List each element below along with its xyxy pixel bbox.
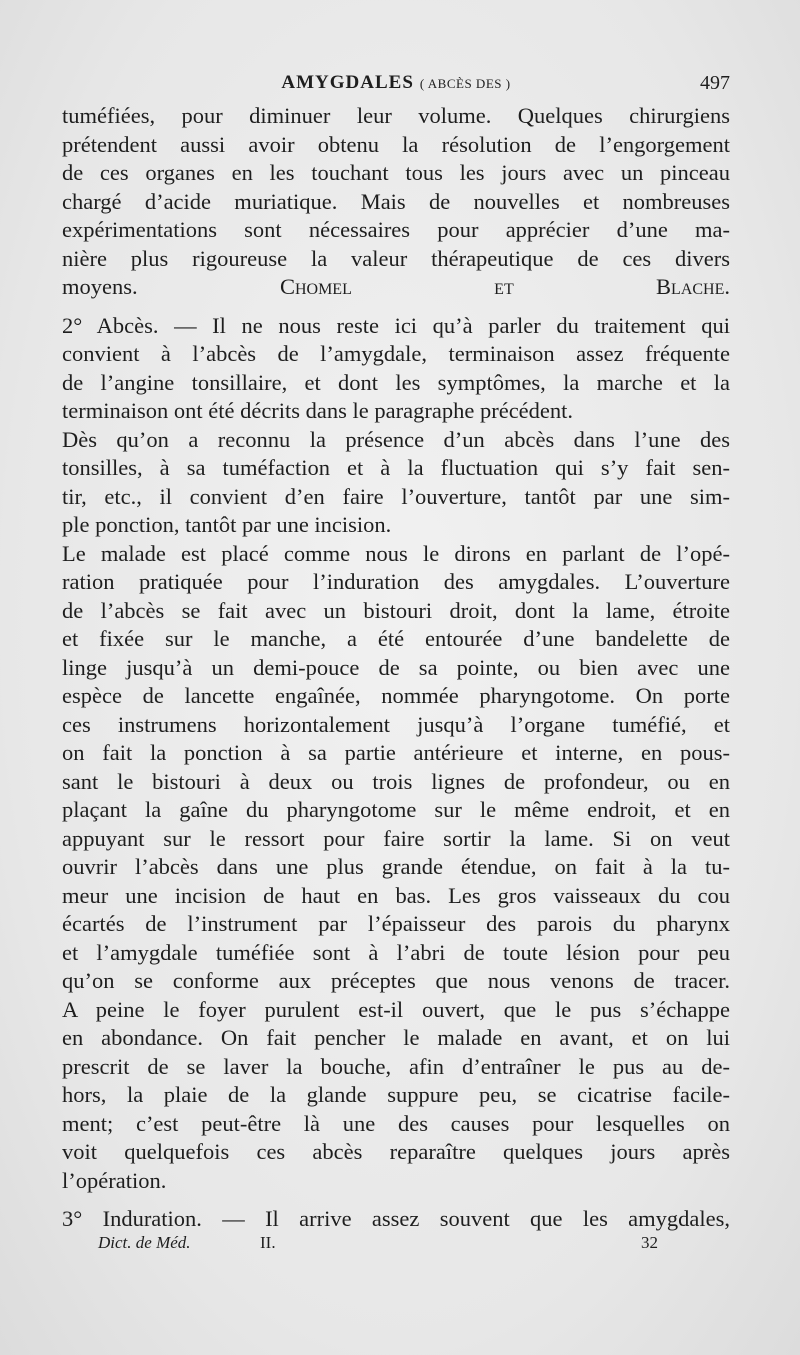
text-line: hors, la plaie de la glande suppure peu, se cicatrise facile- (62, 1082, 730, 1107)
text-line: expérimentations sont nécessaires pour apprécier d’une ma- (62, 217, 730, 242)
text-line: nière plus rigoureuse la valeur thérapeutique de ces divers (62, 245, 730, 271)
text-line: voit quelquefois ces abcès reparaître quelques jours après (62, 1139, 730, 1164)
text-line: A peine le foyer purulent est-il ouvert, que le pus s’échappe (62, 996, 730, 1022)
text-line: ces instrumens horizontalement jusqu’à l’organe tuméfié, et (62, 711, 730, 737)
printer-signature (98, 1233, 658, 1257)
running-title (62, 72, 730, 94)
text-line: plaçant la gaîne du pharyngotome sur le même endroit, et en (62, 797, 730, 822)
text-line: tonsilles, à sa tuméfaction et à la fluctuation qui s’y fait sen- (62, 455, 730, 480)
text-line: Dès qu’on a reconnu la présence d’un abcès dans l’une des (62, 426, 730, 452)
text-line: linge jusqu’à un demi-pouce de sa pointe, ou bien avec une (62, 654, 730, 680)
text-line: tir, etc., il convient d’en faire l’ouverture, tantôt par une sim- (62, 483, 730, 509)
text-line: espèce de lancette engaînée, nommée pharyngotome. On porte (62, 683, 730, 708)
text-line: écartés de l’instrument par l’épaisseur des parois du pharynx (62, 911, 730, 936)
text-line: de l’abcès se fait avec un bistouri droit, dont la lame, étroite (62, 597, 730, 623)
section-heading-line: 3° Induration. — Il arrive assez souvent que les amygdales, (62, 1206, 730, 1231)
signature-volume: II. (260, 1233, 276, 1252)
text-line: l’opération. (62, 1167, 167, 1193)
section-heading-line: 2° Abcès. — Il ne nous reste ici qu’à parler du traitement qui (62, 312, 730, 338)
header-subtitle: ( ABCÈS DES ) (419, 76, 511, 91)
text-line: terminaison ont été décrits dans le paragraphe précédent. (62, 398, 574, 423)
signature-line-left: moyens. (62, 274, 138, 299)
text-line: convient à l’abcès de l’amygdale, terminaison assez fréquente (62, 341, 730, 366)
text-line: et fixée sur le manche, a été entourée d’une bandelette de (62, 626, 730, 651)
text-line: sant le bistouri à deux ou trois lignes de profondeur, ou en (62, 768, 730, 794)
page-number: 497 (700, 72, 730, 94)
text-line: tuméfiées, pour diminuer leur volume. Quelques chirurgiens (62, 103, 730, 128)
author-signature: Chomel et Blache. (279, 274, 730, 299)
text-line: appuyant sur le ressort pour faire sortir la lame. Si on veut (62, 825, 730, 851)
header-title: AMYGDALES (281, 72, 414, 93)
running-header (62, 72, 730, 102)
text-line: en abondance. On fait pencher le malade en avant, et on lui (62, 1025, 730, 1050)
text-line: ple ponction, tantôt par une incision. (62, 512, 392, 537)
text-line: Le malade est placé comme nous le dirons en parlant de l’opé- (62, 540, 730, 566)
text-line: prétendent aussi avoir obtenu la résolution de l’engorgement (62, 131, 730, 157)
text-line: ment; c’est peut-être là une des causes pour lesquelles on (62, 1110, 730, 1136)
text-line: de ces organes en les touchant tous les jours avec un pinceau (62, 160, 730, 185)
signature-line (62, 273, 730, 302)
body-text (62, 102, 730, 1234)
text-line: on fait la ponction à sa partie antérieure et interne, en pous- (62, 740, 730, 765)
text-line: ration pratiquée pour l’induration des amygdales. L’ouverture (62, 569, 730, 594)
signature-title: Dict. de Méd. (98, 1233, 191, 1252)
text-line: meur une incision de haut en bas. Les gros vaisseaux du cou (62, 882, 730, 908)
text-line: ouvrir l’abcès dans une plus grande étendue, on fait à la tu- (62, 854, 730, 879)
signature-sheet: 32 (641, 1233, 658, 1252)
text-line: de l’angine tonsillaire, et dont les symptômes, la marche et la (62, 369, 730, 395)
text-line: et l’amygdale tuméfiée sont à l’abri de toute lésion pour peu (62, 939, 730, 965)
text-line: chargé d’acide muriatique. Mais de nouvelles et nombreuses (62, 188, 730, 214)
text-line: prescrit de se laver la bouche, afin d’entraîner le pus au de- (62, 1053, 730, 1079)
text-line: qu’on se conforme aux préceptes que nous venons de tracer. (62, 968, 730, 993)
